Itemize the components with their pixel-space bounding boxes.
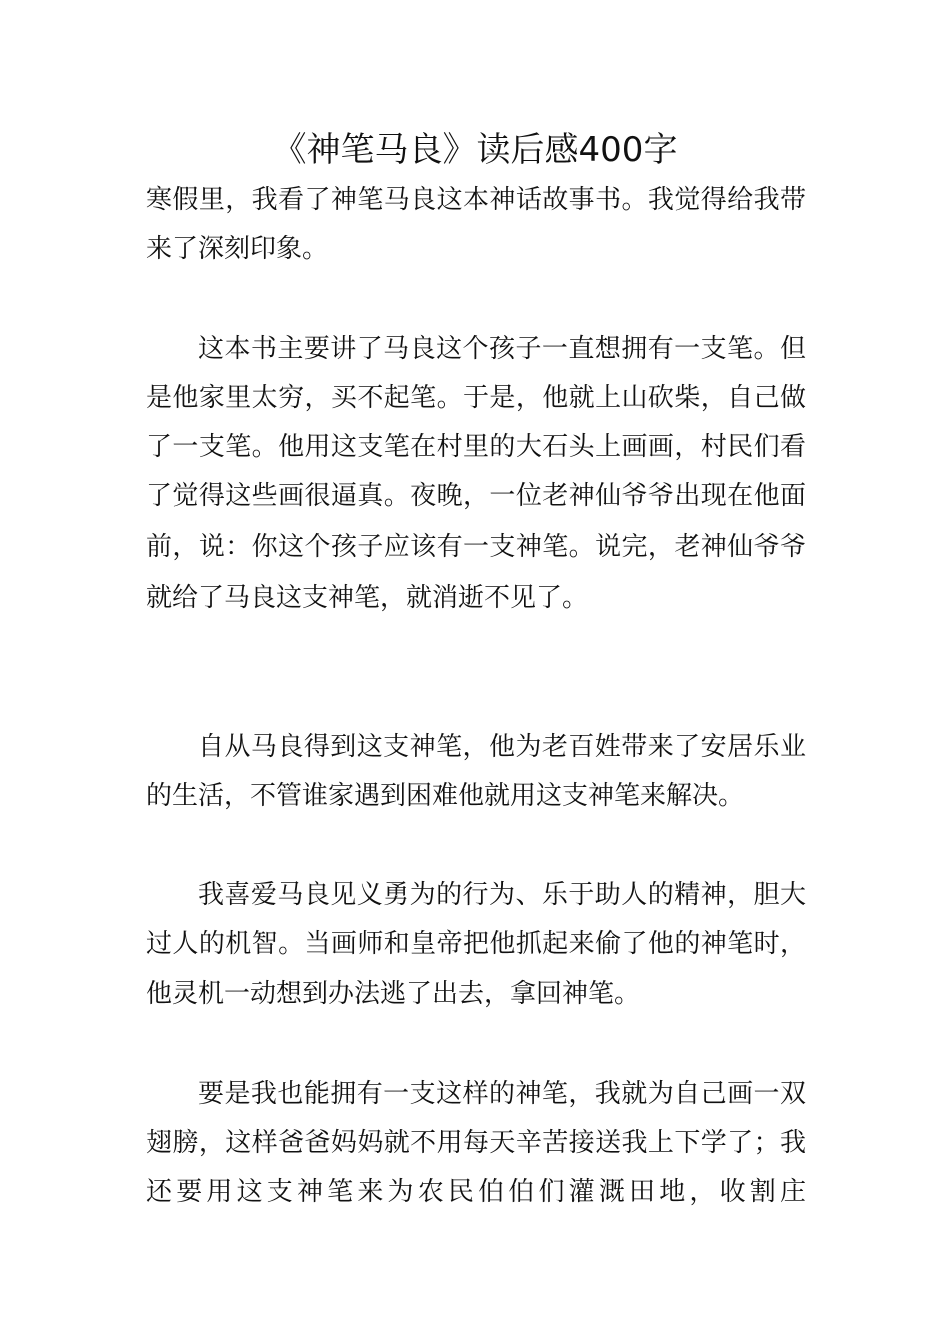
paragraph-line: 还要用这支神笔来为农民伯伯们灌溉田地，收割庄 xyxy=(146,1177,806,1207)
document-title: 《神笔马良》读后感400字 xyxy=(272,130,678,170)
paragraph-line: 过人的机智。当画师和皇帝把他抓起来偷了他的神笔时， xyxy=(146,929,806,959)
paragraph-line: 他灵机一动想到办法逃了出去，拿回神笔。 xyxy=(146,979,641,1009)
paragraph-line: 自从马良得到这支神笔，他为老百姓带来了安居乐业 xyxy=(198,732,806,762)
paragraph-line: 我喜爱马良见义勇为的行为、乐于助人的精神，胆大 xyxy=(198,880,806,910)
paragraph-line: 就给了马良这支神笔，就消逝不见了。 xyxy=(146,583,589,613)
paragraph-line: 寒假里，我看了神笔马良这本神话故事书。我觉得给我带 xyxy=(146,185,806,215)
paragraph-line: 这本书主要讲了马良这个孩子一直想拥有一支笔。但 xyxy=(198,334,806,364)
paragraph-line: 要是我也能拥有一支这样的神笔，我就为自己画一双 xyxy=(198,1079,806,1109)
paragraph-line: 前，说：你这个孩子应该有一支神笔。说完，老神仙爷爷 xyxy=(146,532,806,562)
paragraph-line: 来了深刻印象。 xyxy=(146,234,329,264)
paragraph-line: 的生活，不管谁家遇到困难他就用这支神笔来解决。 xyxy=(146,781,745,811)
paragraph-line: 翅膀，这样爸爸妈妈就不用每天辛苦接送我上下学了；我 xyxy=(146,1128,806,1158)
paragraph-line: 了一支笔。他用这支笔在村里的大石头上画画，村民们看 xyxy=(146,432,806,462)
paragraph-line: 了觉得这些画很逼真。夜晚，一位老神仙爷爷出现在他面 xyxy=(146,481,806,511)
paragraph-line: 是他家里太穷，买不起笔。于是，他就上山砍柴，自己做 xyxy=(146,383,806,413)
